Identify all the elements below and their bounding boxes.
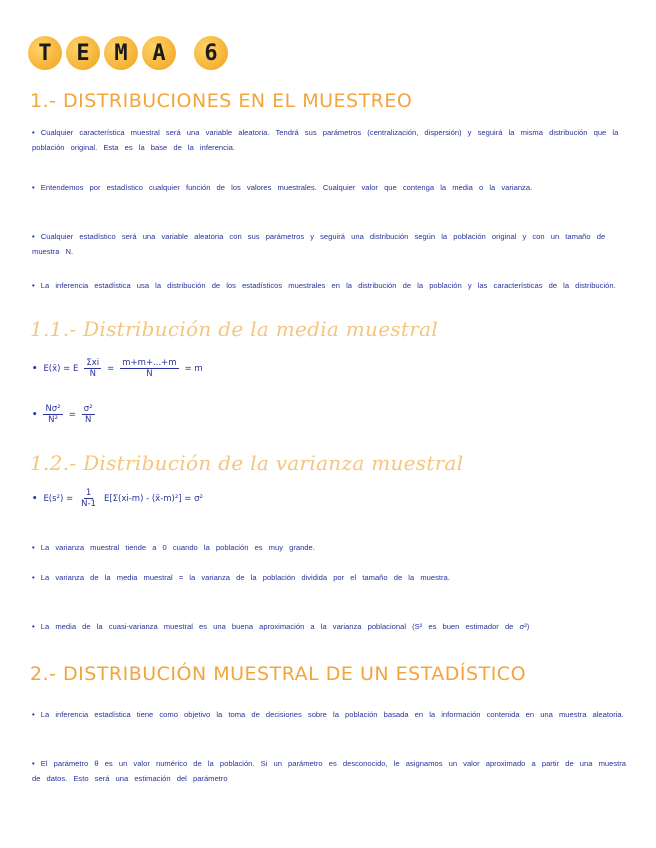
section-2-bullet-1: • La inferencia estadística tiene como objetivo la toma de decisiones sobre la población basada en la información contenida en una muestra aleatoria.: [32, 710, 624, 719]
formula-expected-mean: • E(x̄) = E $\frac{\text{Σxi}}{N}$ = $\frac{m+m+...+m}{N}$ = m: [32, 358, 203, 379]
section-1-bullet-1: • Cualquier característica muestral será una variable aleatoria. Tendrá sus parámetros (centralización, dispersión) y seguirá la misma distribución que la población original. Esta es la base de la inferencia.: [32, 128, 619, 152]
section-1-2-heading: 1.2.- Distribución de la varianza muestral: [30, 451, 464, 475]
section-1-2-bullet-1: • La varianza muestral tiende a 0 cuando la población es muy grande.: [32, 543, 315, 552]
section-1-bullet-4: • La inferencia estadística usa la distribución de los estadísticos muestrales en la distribución de la población y las características de la distribución.: [32, 281, 616, 290]
section-2-bullet-2: • El parámetro θ es un valor numérico de la población. Si un parámetro es desconocido, le asignamos un valor aproximado a partir de una muestra de datos. Esto será una estimación del parámetro: [32, 759, 627, 783]
section-1-heading: 1.- DISTRIBUCIONES EN EL MUESTREO: [30, 90, 413, 112]
section-1-2-bullet-2: • La varianza de la media muestral = la varianza de la población dividida por el tamaño de la muestra.: [32, 573, 450, 582]
section-1-1-heading: 1.1.- Distribución de la media muestral: [30, 317, 439, 341]
formula-variance-mean: • $\frac{\text{Nσ²}}{\text{N²}}$ = $\frac{\text{σ²}}{N}$: [32, 404, 93, 425]
title-letter-a: A: [142, 36, 176, 70]
title-letter-m: M: [104, 36, 138, 70]
section-1-2-bullet-3: • La media de la cuasi-varianza muestral es una buena aproximación a la varianza poblacional (S² es buen estimador de σ²): [32, 622, 530, 631]
title-letter-t: T: [28, 36, 62, 70]
title-letter-e: E: [66, 36, 100, 70]
section-2-heading: 2.- DISTRIBUCIÓN MUESTRAL DE UN ESTADÍSTICO: [30, 663, 527, 685]
title-number: 6: [194, 36, 228, 70]
title-row: [28, 36, 228, 70]
section-1-bullet-2: • Entendemos por estadístico cualquier función de los valores muestrales. Cualquier valor que contenga la media o la varianza.: [32, 183, 533, 192]
formula-expected-variance: • E(s²) = $\frac{1}{N-1}$ E[Σ(xi-m) - (x̄-m)²] = σ²: [32, 488, 203, 509]
section-1-bullet-3: • Cualquier estadístico será una variable aleatoria con sus parámetros y seguirá una distribución según la población original y con un tamaño de muestra N.: [32, 232, 606, 256]
